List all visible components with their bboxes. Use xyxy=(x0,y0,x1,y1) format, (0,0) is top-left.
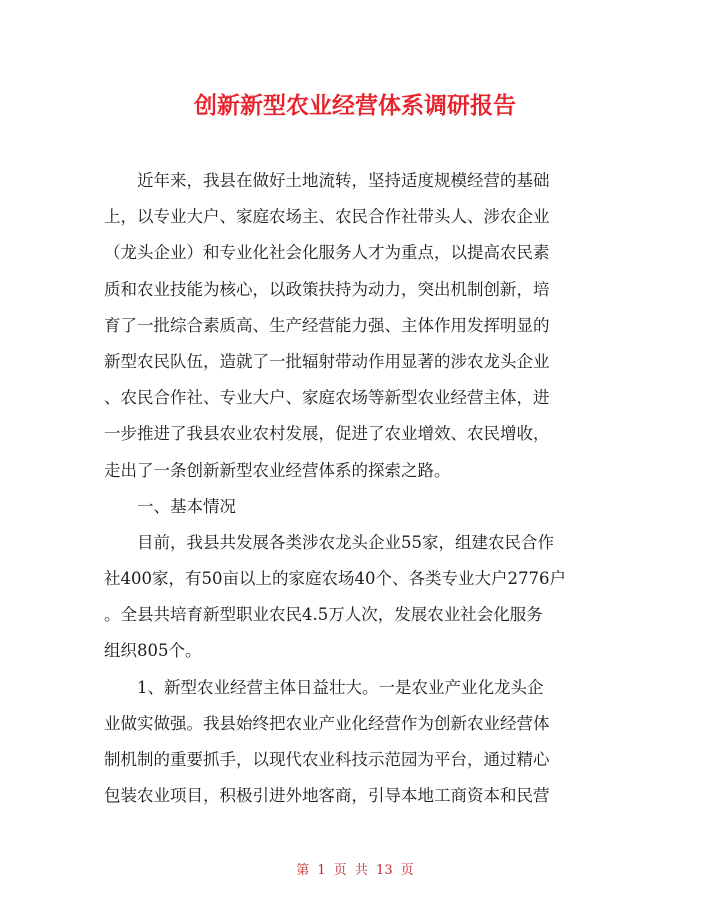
text-line: 社400家，有50亩以上的家庭农场40个、各类专业大户2776户 xyxy=(104,569,566,589)
text-line: 。全县共培育新型职业农民4.5万人次，发展农业社会化服务 xyxy=(104,605,543,625)
text-line: 走出了一条创新新型农业经营体系的探索之路。 xyxy=(104,460,451,480)
text-line: 制机制的重要抓手，以现代农业科技示范园为平台，通过精心 xyxy=(104,750,550,769)
text-line: （龙头企业）和专业化社会化服务人才为重点，以提高农民素 xyxy=(104,243,550,263)
text-line: 一步推进了我县农业农村发展，促进了农业增效、农民增收， xyxy=(104,424,550,444)
page-footer: 第 1 页 共 13 页 xyxy=(296,863,414,878)
document-body xyxy=(104,163,606,814)
text-line: 业做实做强。我县始终把农业产业化经营作为创新农业经营体 xyxy=(104,713,550,733)
text-line: 近年来，我县在做好土地流转，坚持适度规模经营的基础 xyxy=(137,171,550,190)
text-line: 目前，我县共发展各类涉农龙头企业55家，组建农民合作 xyxy=(137,532,554,552)
document-title: 创新新型农业经营体系调研报告 xyxy=(194,93,516,119)
text-line: 新型农民队伍，造就了一批辐射带动作用显著的涉农龙头企业 xyxy=(104,351,550,371)
text-line: 1、新型农业经营主体日益壮大。一是农业产业化龙头企 xyxy=(137,677,544,697)
text-line: 、农民合作社、专业大户、家庭农场等新型农业经营主体，进 xyxy=(104,388,550,408)
text-line: 质和农业技能为核心，以政策扶持为动力，突出机制创新，培 xyxy=(104,279,550,299)
text-line: 上，以专业大户、家庭农场主、农民合作社带头人、涉农企业 xyxy=(104,207,550,227)
section-heading: 一、基本情况 xyxy=(137,496,236,516)
text-line: 组织805个。 xyxy=(104,641,202,661)
text-line: 育了一批综合素质高、生产经营能力强、主体作用发挥明显的 xyxy=(104,315,550,335)
text-line: 包装农业项目，积极引进外地客商，引导本地工商资本和民营 xyxy=(104,786,550,806)
